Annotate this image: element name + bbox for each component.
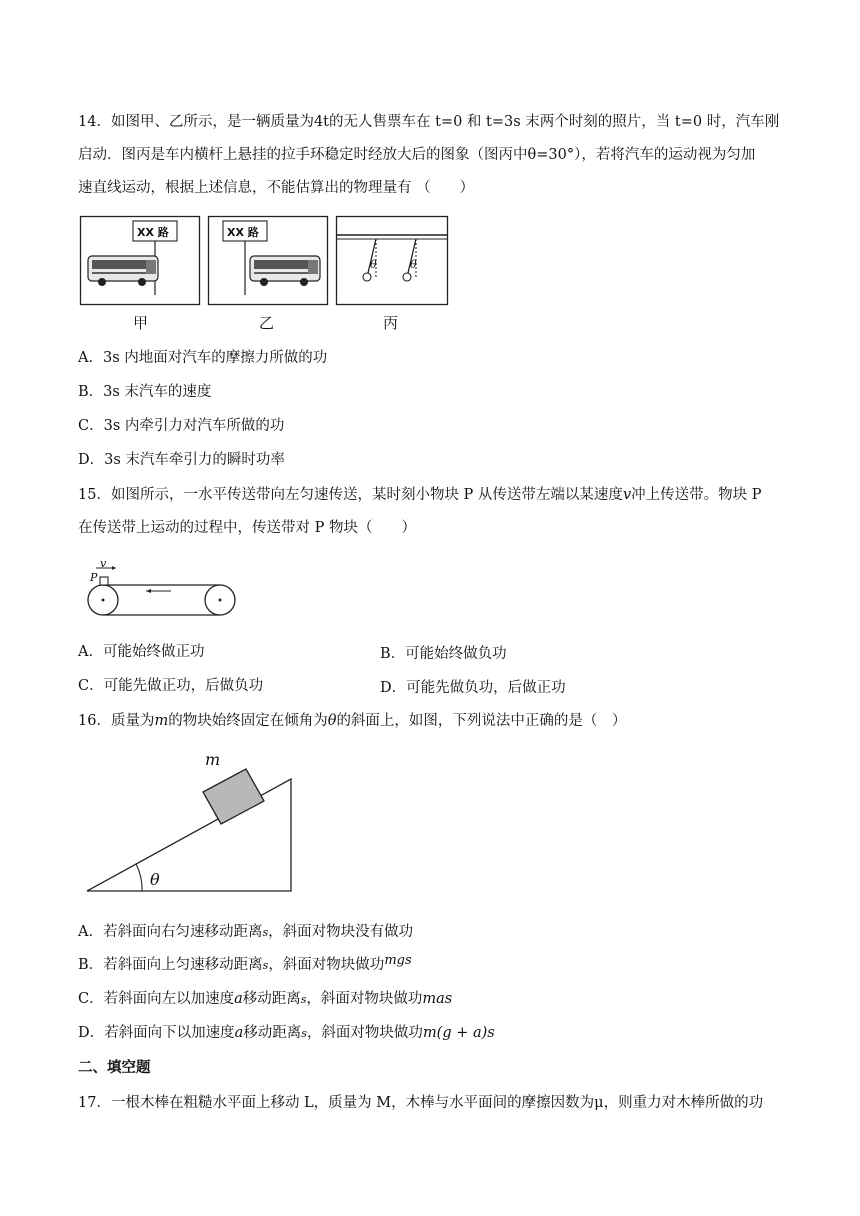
q16-option-a-s: s — [262, 926, 269, 939]
q16-option-d-formula: m(g + a)s — [422, 1025, 495, 1041]
q16-stem-a: 16．质量为 — [78, 713, 155, 729]
block-p — [100, 577, 108, 585]
section-heading-fill-in: 二、填空题 — [78, 1059, 151, 1076]
q16-option-b — [78, 955, 412, 976]
q16-theta-symbol: θ — [327, 713, 337, 729]
q15-stem-line1-b: 冲上传送带。物块 P — [631, 487, 762, 503]
q16-option-a — [78, 922, 413, 943]
q16-option-b-formula: mgs — [384, 953, 412, 968]
q16-option-d-s: s — [301, 1027, 307, 1040]
bus-yi-icon — [250, 256, 320, 286]
q15-option-d: D．可能先做负功，后做正功 — [380, 680, 566, 696]
q16-option-d-a: a — [234, 1025, 244, 1041]
theta-left-label: θ — [370, 258, 377, 271]
q16-option-c-text2: 移动距离 — [242, 991, 301, 1007]
q15-conveyor-figure — [86, 560, 246, 620]
q14-option-d: D．3s 末汽车牵引力的瞬时功率 — [78, 452, 285, 468]
q16-option-a-text2: ，斜面对物块没有做功 — [268, 924, 414, 940]
q16-option-a-text1: A．若斜面向右匀速移动距离 — [78, 924, 263, 940]
conveyor-v-label: v — [100, 557, 107, 570]
q16-stem-b: 的物块始终固定在倾角为 — [168, 713, 328, 729]
q16-incline-figure — [84, 748, 298, 898]
q14-stem-line1: 14．如图甲、乙所示，是一辆质量为4t的无人售票车在 t=0 和 t=3s 末两个时刻的照片，当 t=0 时，汽车刚 — [78, 114, 780, 130]
q16-option-c — [78, 989, 452, 1010]
q16-option-b-text1: B．若斜面向上匀速移动距离 — [78, 957, 263, 973]
incline-m-label: m — [205, 750, 221, 769]
q17-stem-line1: 17．一根木棒在粗糙水平面上移动 L，质量为 M，木棒与水平面间的摩擦因数为μ，则重力对木棒所做的功 — [78, 1095, 764, 1111]
q16-option-c-text1: C．若斜面向左以加速度 — [78, 991, 235, 1007]
sign-yi-label: XX 路 — [227, 226, 259, 239]
incline-theta-label: θ — [150, 870, 160, 889]
q16-option-c-text3: ，斜面对物块做功 — [306, 991, 423, 1007]
q16-option-b-text2: ，斜面对物块做功 — [268, 957, 385, 973]
q14-stem-line3: 速直线运动，根据上述信息，不能估算出的物理量有 （ ） — [78, 180, 475, 196]
q16-option-d-text2: 移动距离 — [243, 1025, 302, 1041]
caption-bing: 丙 — [383, 314, 399, 332]
q16-stem-c: 的斜面上，如图，下列说法中正确的是（ ） — [336, 713, 627, 729]
q16-stem — [78, 711, 626, 731]
q16-option-d-text3: ，斜面对物块做功 — [306, 1025, 423, 1041]
q15-v-symbol: v — [622, 487, 632, 503]
q15-stem-line1 — [78, 485, 762, 505]
caption-jia: 甲 — [133, 314, 149, 332]
q14-stem-line2: 启动．图丙是车内横杆上悬挂的拉手环稳定时经放大后的图象（图丙中θ=30°），若将汽车的运动视为匀加 — [78, 147, 756, 163]
q15-option-b: B．可能始终做负功 — [380, 646, 507, 662]
sign-jia-label: XX 路 — [137, 226, 169, 239]
q14-option-a: A．3s 内地面对汽车的摩擦力所做的功 — [78, 350, 328, 366]
panel-bing-frame — [337, 217, 448, 305]
q15-option-c: C．可能先做正功，后做负功 — [78, 678, 264, 694]
conveyor-p-label: P — [90, 571, 98, 584]
q16-option-b-s: s — [262, 959, 269, 972]
q15-option-a: A．可能始终做正功 — [78, 644, 205, 660]
theta-right-label: θ — [410, 258, 417, 271]
q16-option-c-a: a — [234, 991, 243, 1007]
q15-stem-line2: 在传送带上运动的过程中，传送带对 P 物块（ ） — [78, 520, 416, 536]
q15-stem-line1-a: 15．如图所示，一水平传送带向左匀速传送，某时刻小物块 P 从传送带左端以某速度 — [78, 487, 623, 503]
bus-jia-icon — [88, 256, 158, 286]
q16-option-d-text1: D．若斜面向下以加速度 — [78, 1025, 235, 1041]
q16-option-c-s: s — [300, 993, 307, 1006]
q14-option-b: B．3s 末汽车的速度 — [78, 384, 212, 400]
caption-yi: 乙 — [259, 314, 275, 332]
q16-m-symbol: m — [154, 713, 169, 729]
q14-option-c: C．3s 内牵引力对汽车所做的功 — [78, 418, 285, 434]
q16-option-c-formula: mas — [422, 991, 453, 1007]
q16-option-d — [78, 1023, 495, 1044]
